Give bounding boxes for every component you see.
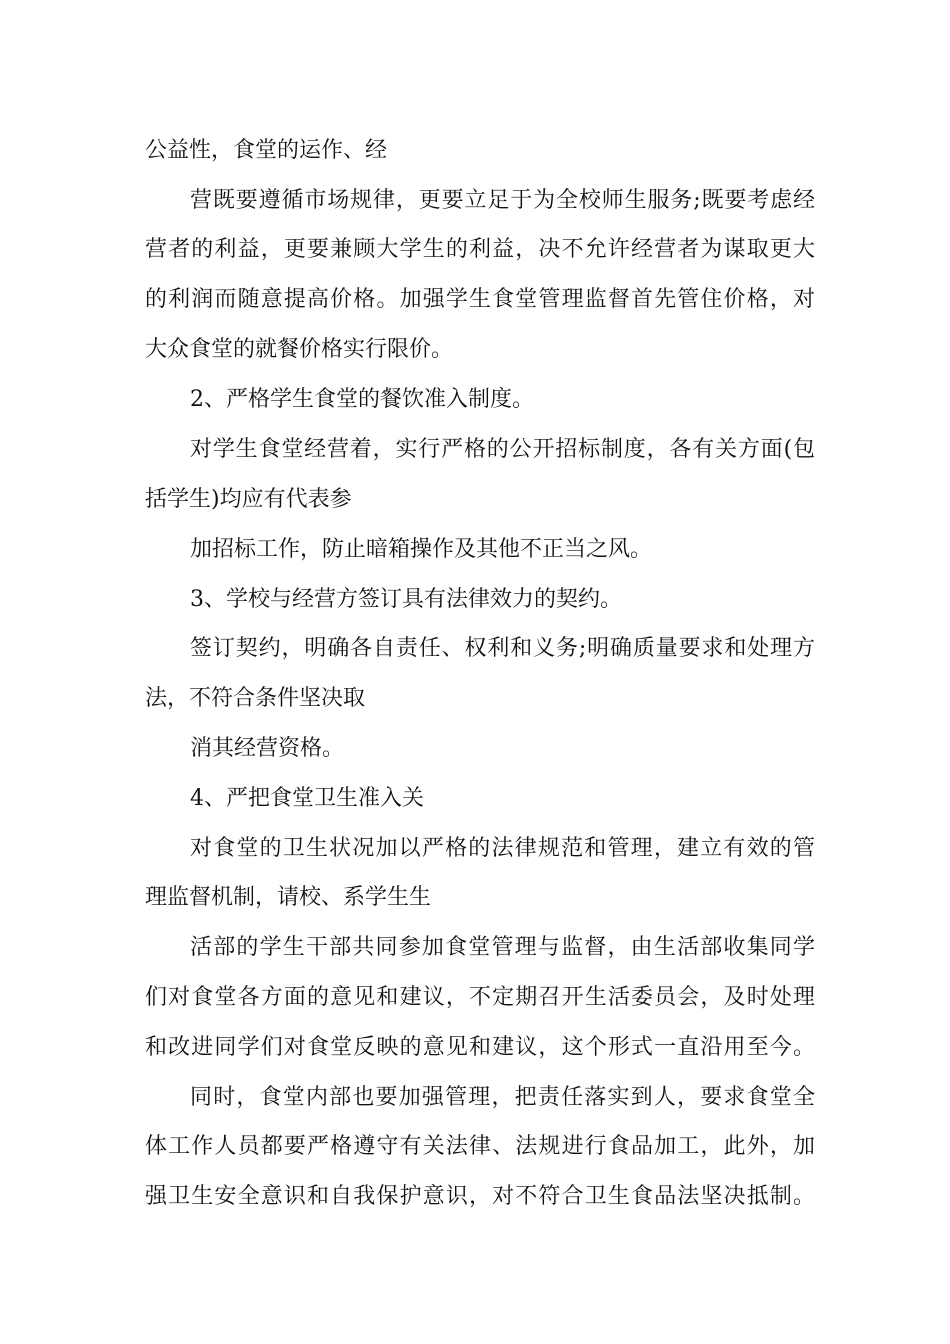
section-heading: 2、严格学生食堂的餐饮准入制度。 [190, 387, 534, 412]
paragraph-line: 签订契约，明确各自责任、权利和义务;明确质量要求和处理方 [190, 636, 815, 661]
text-line: 理监督机制，请校、系学生生 [145, 885, 432, 910]
text-line: 营者的利益，更要兼顾大学生的利益，决不允许经营者为谋取更大 [145, 237, 815, 262]
text-line: 们对食堂各方面的意见和建议，不定期召开生活委员会，及时处理 [145, 985, 815, 1010]
section-heading: 4、严把食堂卫生准入关 [190, 786, 424, 811]
text-line: 法，不符合条件坚决取 [145, 686, 366, 711]
paragraph-line: 同时，食堂内部也要加强管理，把责任落实到人，要求食堂全 [190, 1085, 815, 1110]
text-line: 的利润而随意提高价格。加强学生食堂管理监督首先管住价格，对 [145, 287, 815, 312]
paragraph-line: 活部的学生干部共同参加食堂管理与监督，由生活部收集同学 [190, 935, 815, 960]
text-line: 和改进同学们对食堂反映的意见和建议，这个形式一直沿用至今。 [145, 1035, 815, 1060]
section-heading: 3、学校与经营方签订具有法律效力的契约。 [190, 587, 622, 612]
paragraph-line: 营既要遵循市场规律，更要立足于为全校师生服务;既要考虑经 [190, 188, 815, 213]
paragraph-line: 对食堂的卫生状况加以严格的法律规范和管理，建立有效的管 [190, 836, 815, 861]
paragraph-line: 消其经营资格。 [190, 736, 345, 761]
paragraph-line: 对学生食堂经营着，实行严格的公开招标制度，各有关方面(包 [190, 437, 815, 462]
text-line: 括学生)均应有代表参 [145, 487, 352, 512]
text-line: 大众食堂的就餐价格实行限价。 [145, 337, 454, 362]
text-line: 强卫生安全意识和自我保护意识，对不符合卫生食品法坚决抵制。 [145, 1184, 815, 1209]
paragraph-line: 加招标工作，防止暗箱操作及其他不正当之风。 [190, 537, 653, 562]
text-line: 公益性，食堂的运作、经 [145, 138, 388, 163]
text-line: 体工作人员都要严格遵守有关法律、法规进行食品加工，此外，加 [145, 1134, 815, 1159]
